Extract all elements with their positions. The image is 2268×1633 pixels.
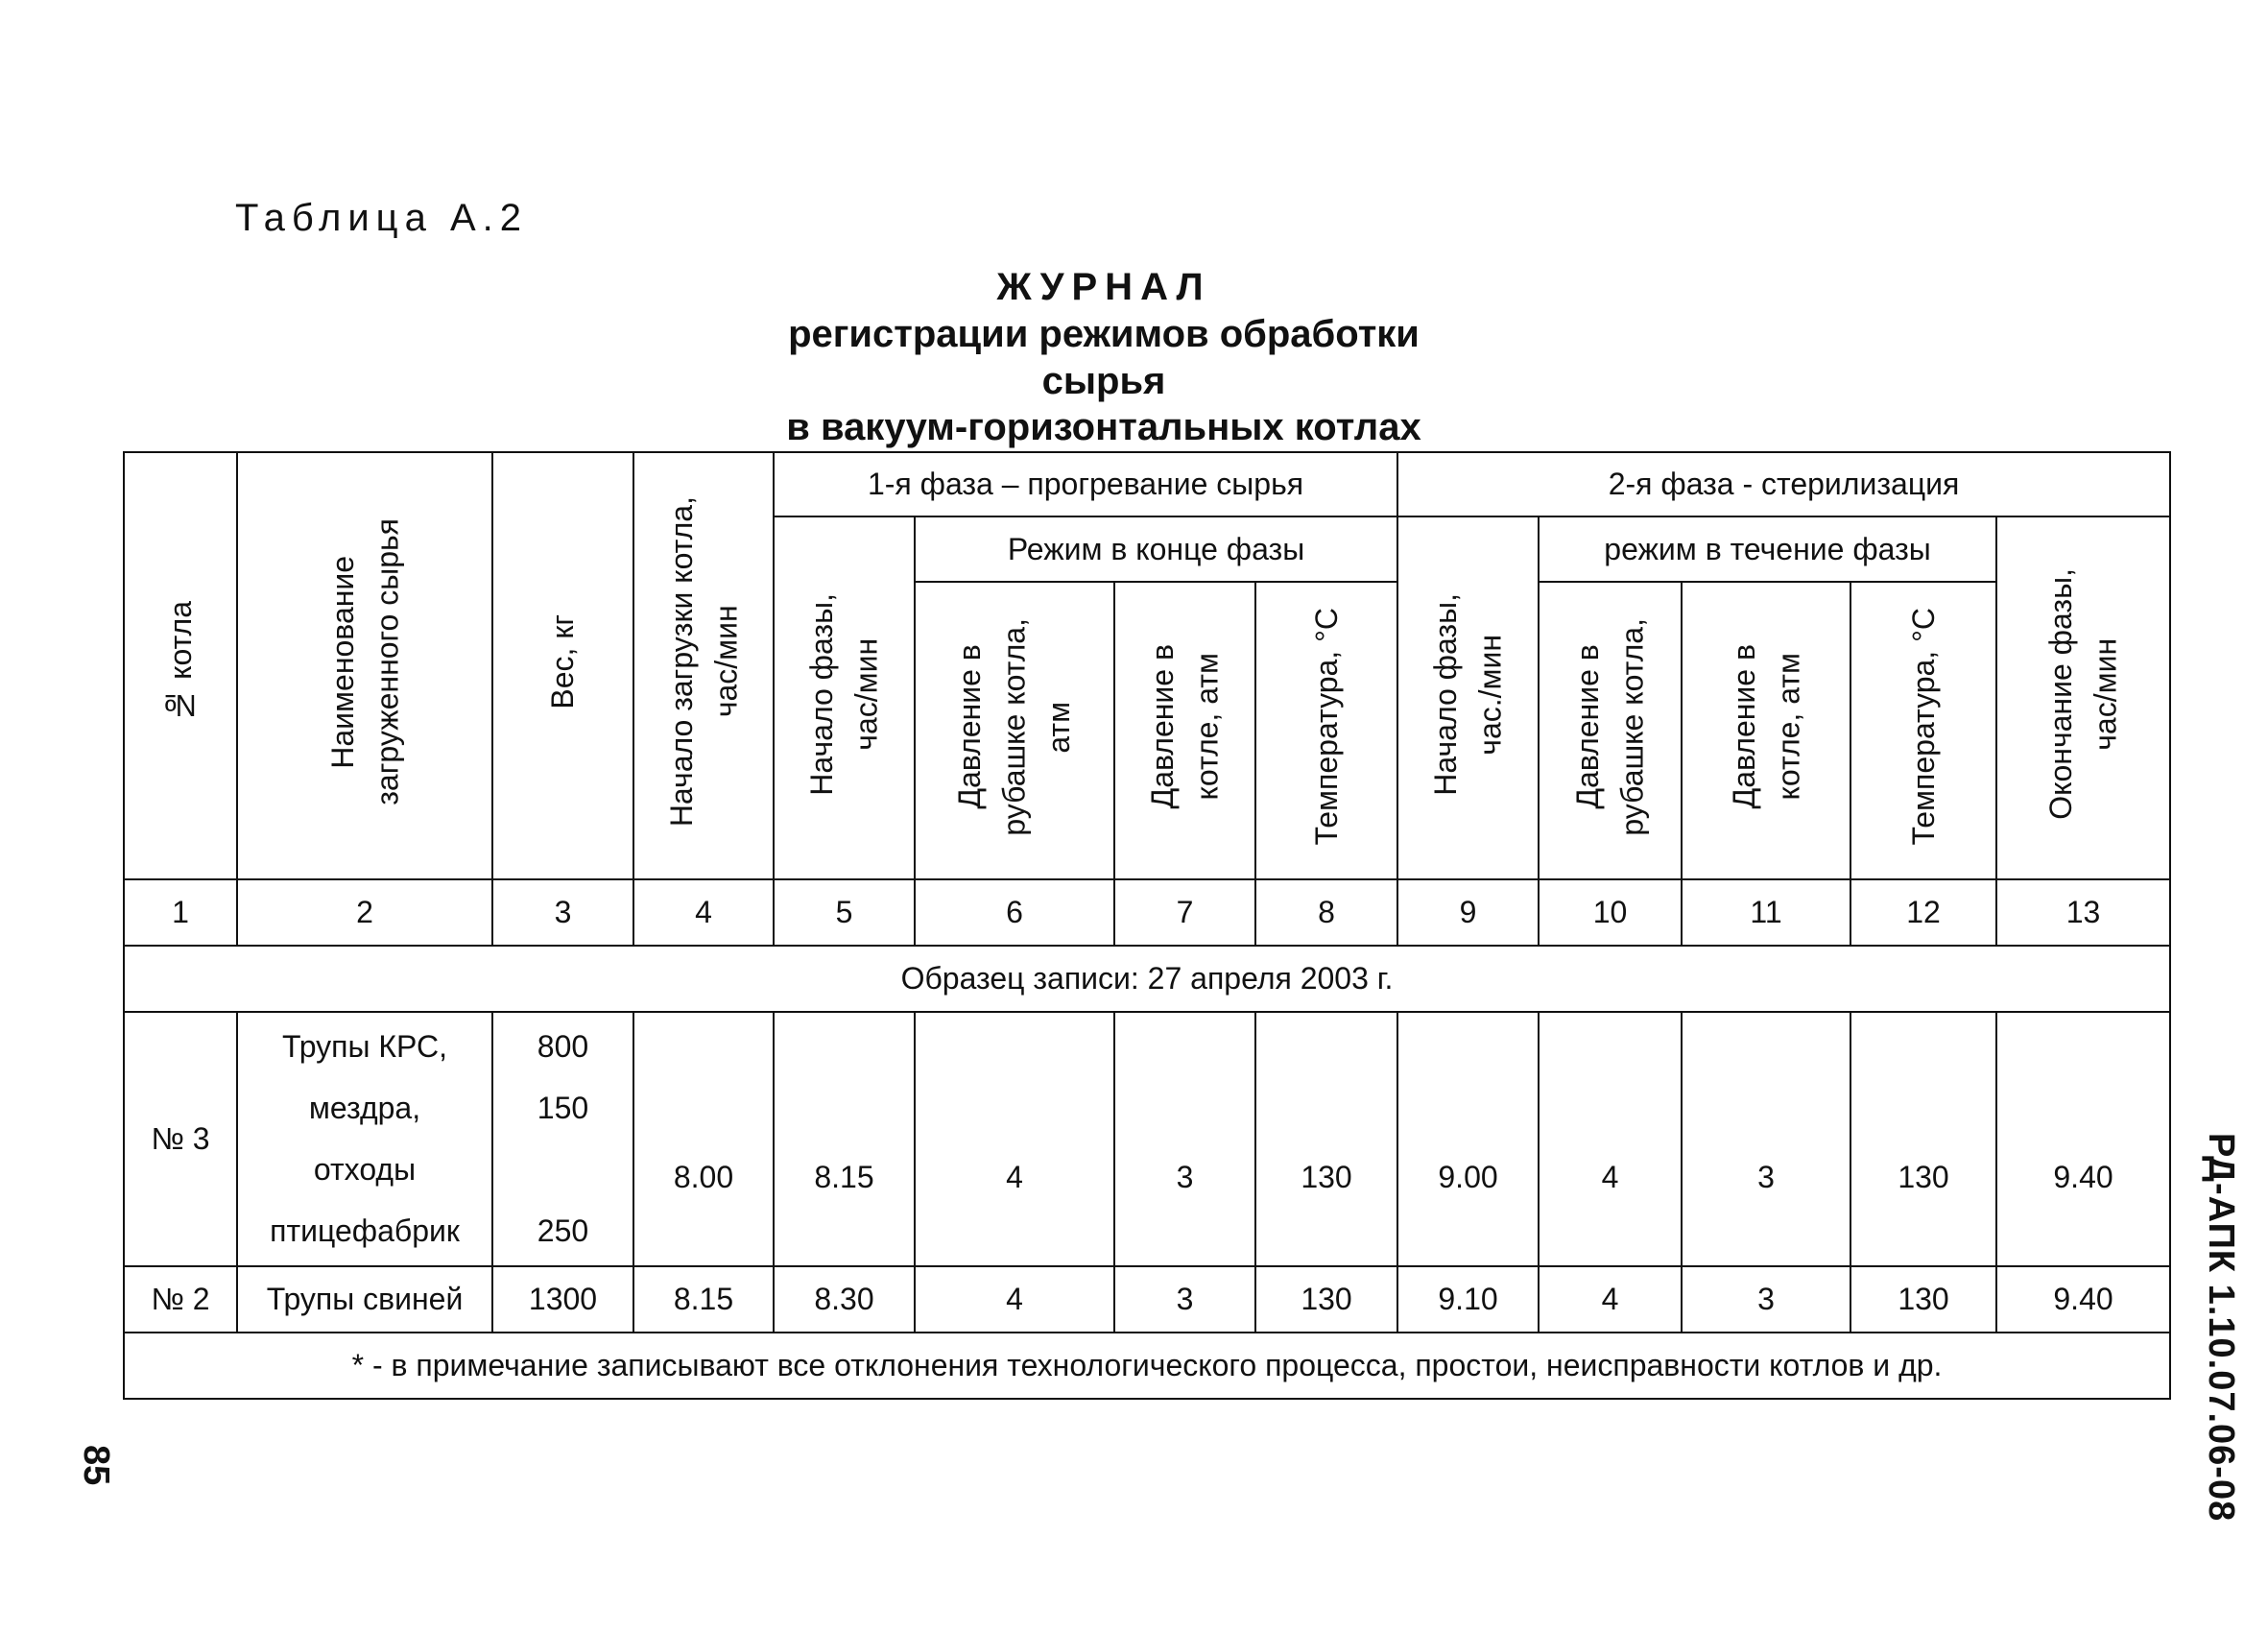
column-number: 8: [1255, 879, 1397, 946]
header-weight: Вес, кг: [492, 452, 633, 879]
phase1-start-cell: 8.30: [774, 1266, 915, 1333]
material-cell: [237, 1012, 492, 1266]
weight-spacer: [493, 1152, 633, 1188]
phase2-end-cell: 9.40: [1996, 1012, 2170, 1266]
phase1-jacket-cell: 4: [915, 1266, 1114, 1333]
column-number: 3: [492, 879, 633, 946]
header-phase-2: 2-я фаза - стерилизация: [1397, 452, 2170, 516]
column-number: 9: [1397, 879, 1539, 946]
load-start-cell: 8.15: [633, 1266, 774, 1333]
phase1-temp-cell: 130: [1255, 1266, 1397, 1333]
header-load-start: Начало загрузки котла, час/мин: [633, 452, 774, 879]
kettle-number-cell: № 3: [124, 1012, 237, 1266]
header-p1-jacket-pressure: Давление в рубашке котла, атм: [915, 582, 1114, 879]
phase1-jacket-cell: 4: [915, 1012, 1114, 1266]
weight-value: 250: [537, 1213, 589, 1249]
header-phase2-start: Начало фазы, час./мин: [1397, 516, 1539, 879]
phase2-temp-cell: 130: [1850, 1012, 1996, 1266]
title-line-3: в вакуум-горизонтальных котлах: [786, 406, 1421, 449]
footnote: * - в примечание записывают все отклонения технологического процесса, простои, неисправности котлов и др.: [124, 1333, 2170, 1399]
journal-table: [123, 451, 2171, 1400]
header-p2-kettle-pressure: Давление в котле, атм: [1682, 582, 1850, 879]
phase1-start-cell: 8.15: [774, 1012, 915, 1266]
sample-caption: Образец записи: 27 апреля 2003 г.: [124, 946, 2170, 1012]
column-number: 2: [237, 879, 492, 946]
column-number: 13: [1996, 879, 2170, 946]
phase2-start-cell: 9.00: [1397, 1012, 1539, 1266]
header-phase1-mode: Режим в конце фазы: [915, 516, 1397, 582]
header-material-name: Наименование загруженного сырья: [237, 452, 492, 879]
column-number: 12: [1850, 879, 1996, 946]
document-code: РД-АПК 1.10.07.06-08: [2201, 1133, 2241, 1523]
page-number: 85: [76, 1445, 116, 1486]
table-row: [124, 1012, 2170, 1266]
header-row-phases: [124, 452, 2170, 516]
column-number: 4: [633, 879, 774, 946]
title-line-2: регистрации режимов обработки сырья: [788, 312, 1420, 402]
column-number: 10: [1539, 879, 1682, 946]
phase2-jacket-cell: 4: [1539, 1266, 1682, 1333]
header-phase1-start: Начало фазы, час/мин: [774, 516, 915, 879]
table-row: [124, 1266, 2170, 1333]
phase2-kettle-cell: 3: [1682, 1012, 1850, 1266]
header-phase-1: 1-я фаза – прогревание сырья: [774, 452, 1397, 516]
material-line: Трупы КРС,: [281, 1028, 448, 1064]
kettle-number-cell: № 2: [124, 1266, 237, 1333]
document-title: [729, 264, 1478, 451]
weight-cell: [492, 1012, 633, 1266]
column-number: 11: [1682, 879, 1850, 946]
column-number: 6: [915, 879, 1114, 946]
phase2-jacket-cell: 4: [1539, 1012, 1682, 1266]
column-number: 1: [124, 879, 237, 946]
phase2-end-cell: 9.40: [1996, 1266, 2170, 1333]
header-p2-temperature: Температура, °С: [1850, 582, 1996, 879]
sample-caption-row: [124, 946, 2170, 1012]
material-line: птицефабрик: [270, 1213, 460, 1249]
header-p1-temperature: Температура, °С: [1255, 582, 1397, 879]
phase2-start-cell: 9.10: [1397, 1266, 1539, 1333]
footnote-row: [124, 1333, 2170, 1399]
weight-value: 150: [537, 1090, 589, 1125]
weight-value: 800: [537, 1028, 589, 1064]
weight-cell: 1300: [492, 1266, 633, 1333]
column-number: 7: [1114, 879, 1255, 946]
header-p2-jacket-pressure: Давление в рубашке котла,: [1539, 582, 1682, 879]
phase1-temp-cell: 130: [1255, 1012, 1397, 1266]
header-phase2-end: Окончание фазы, час/мин: [1996, 516, 2170, 879]
load-start-cell: 8.00: [633, 1012, 774, 1266]
phase1-kettle-cell: 3: [1114, 1266, 1255, 1333]
material-line: отходы: [313, 1152, 417, 1188]
column-number: 5: [774, 879, 915, 946]
phase1-kettle-cell: 3: [1114, 1012, 1255, 1266]
material-line: мездра,: [308, 1090, 421, 1125]
header-phase2-mode: режим в течение фазы: [1539, 516, 1996, 582]
column-numbers-row: [124, 879, 2170, 946]
phase2-temp-cell: 130: [1850, 1266, 1996, 1333]
title-line-1: ЖУРНАЛ: [996, 266, 1211, 308]
header-p1-kettle-pressure: Давление в котле, атм: [1114, 582, 1255, 879]
material-cell: Трупы свиней: [237, 1266, 492, 1333]
header-kettle-number: № котла: [124, 452, 237, 879]
table-label: Таблица А.2: [235, 197, 528, 239]
phase2-kettle-cell: 3: [1682, 1266, 1850, 1333]
